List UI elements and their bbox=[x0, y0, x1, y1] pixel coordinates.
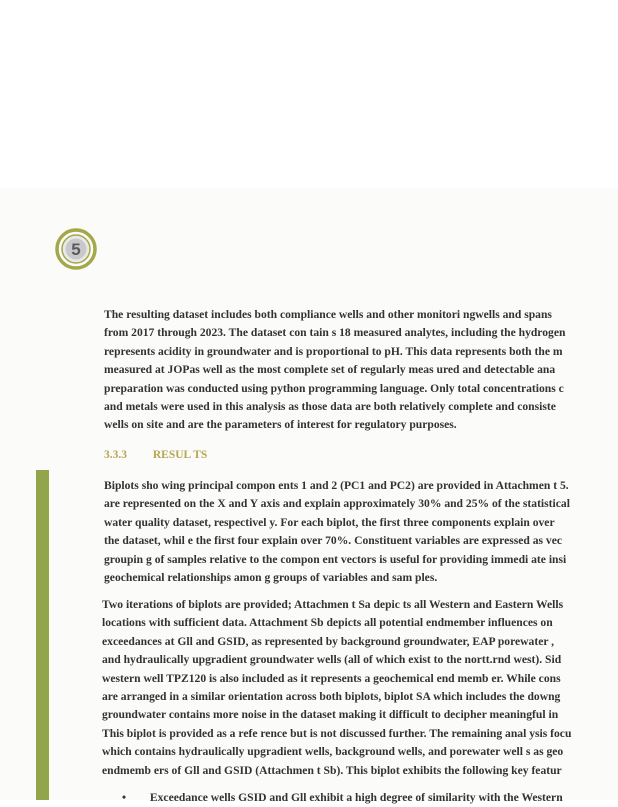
text-line: geochemical relationships amon g groups of variables and sam ples. bbox=[104, 570, 438, 584]
text-line: exceedances at Gll and GSID, as represented by background groundwater, EAP porewater , bbox=[102, 634, 555, 648]
paragraph-dataset-description bbox=[104, 306, 618, 435]
text-line: Two iterations of biplots are provided; Attachmen t Sa depic ts all Western and Eastern Wells bbox=[102, 598, 564, 611]
text-line: western well TPZ120 is also included as it represents a geochemical end memb er. While cons bbox=[102, 671, 561, 685]
text-line: the dataset, whil e the first four explain over 70%. Constituent variables are expressed as vec bbox=[104, 534, 563, 548]
svg-text:5: 5 bbox=[71, 240, 81, 259]
text-line: measured at JOPas well as the most complete set of regularly meas ured and detectable ana bbox=[104, 363, 556, 377]
text-line: water quality dataset, respectivel y. For each biplot, the first three components explain over bbox=[104, 515, 555, 529]
text-line: locations with sufficient data. Attachment Sb depicts all potential endmember influences on bbox=[102, 616, 553, 630]
bullet-marker: • bbox=[122, 791, 127, 804]
text-line: and metals were used in this analysis as those data are both relatively complete and consiste bbox=[104, 399, 556, 413]
text-line: are arranged in a similar orientation across both biplots, biplot SA which includes the downg bbox=[102, 689, 561, 703]
bullet-list-item bbox=[122, 789, 618, 807]
bullet-text: Exceedance wells GSID and Gll exhibit a high degree of similarity with the Western bbox=[149, 791, 563, 804]
margin-accent-bar bbox=[36, 470, 49, 800]
section-title: RESUL TS bbox=[152, 449, 208, 461]
text-line: wells on site and are the parameters of interest for regulatory purposes. bbox=[104, 418, 457, 432]
section-heading bbox=[104, 449, 207, 461]
text-line: and hydraulically upgradient groundwater wells (all of which exist to the nortt.rnd west). Sid bbox=[102, 653, 562, 667]
text-line: preparation was conducted using python programming language. Only total concentrations c bbox=[104, 381, 564, 395]
five-emblem-logo bbox=[55, 228, 97, 270]
text-line: Biplots sho wing principal compon ents 1 and 2 (PC1 and PC2) are provided in Attachmen t 5. bbox=[104, 479, 569, 492]
paragraph-biplot-iterations bbox=[102, 596, 618, 780]
text-line: This biplot is provided as a refe rence but is not discussed further. The remaining anal ysis focu bbox=[102, 726, 572, 740]
section-number: 3.3.3 bbox=[104, 449, 127, 461]
text-line: endmemb ers of Gll and GSID (Attachmen t Sb). This biplot exhibits the following key featur bbox=[102, 763, 562, 777]
text-line: represents acidity in groundwater and is proportional to pH. This data represents both the m bbox=[104, 344, 563, 358]
text-line: from 2017 through 2023. The dataset con tain s 18 measured analytes, including the hydrogen bbox=[104, 326, 566, 340]
text-line: which contains hydraulically upgradient wells, background wells, and porewater well s as geo bbox=[102, 745, 564, 759]
text-line: groundwater contains more noise in the dataset making it difficult to decipher meaningful in bbox=[102, 708, 559, 722]
text-line: are represented on the X and Y axis and explain approximately 30% and 25% of the statistical bbox=[104, 497, 570, 511]
paragraph-biplots-overview bbox=[104, 477, 618, 587]
text-line: The resulting dataset includes both compliance wells and other monitori ngwells and spans bbox=[104, 308, 552, 321]
text-line: groupin g of samples relative to the compon ent vectors is useful for providing immedi ate insi bbox=[104, 552, 567, 566]
